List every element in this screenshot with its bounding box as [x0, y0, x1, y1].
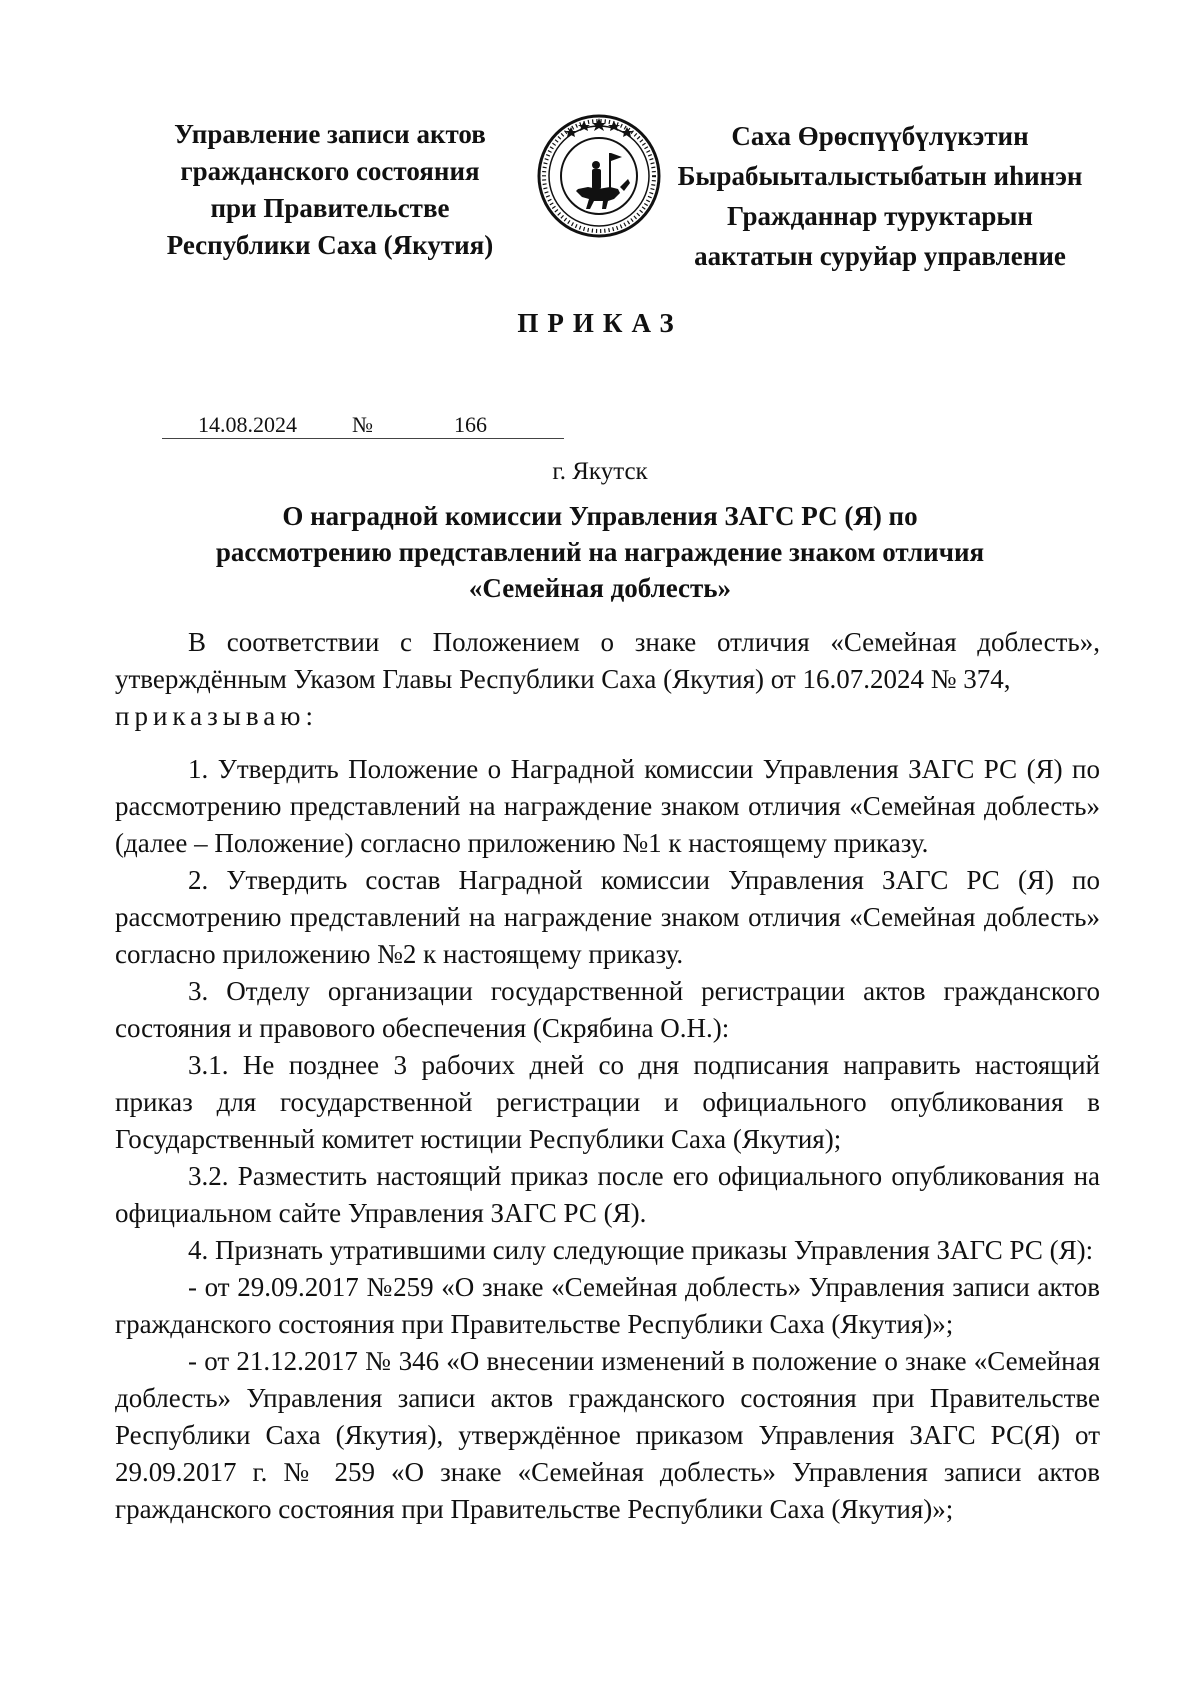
issuer-line: Гражданнар туруктарын: [727, 201, 1033, 231]
order-date: 14.08.2024: [198, 412, 297, 437]
issuer-line: Бырабыыталыстыбатын иһинэн: [677, 161, 1083, 191]
document-title: [160, 498, 1040, 606]
order-item: 3.2. Разместить настоящий приказ после его официального опубликования на официальном сайте Управления ЗАГС РС (Я).: [115, 1161, 1100, 1228]
order-item: 4. Признать утратившими силу следующие приказы Управления ЗАГС РС (Я):: [188, 1235, 1094, 1265]
order-item: 2. Утвердить состав Наградной комиссии Управления ЗАГС РС (Я) по рассмотрению представлений на награждение знаком отличия «Семейная доблесть» согласно приложению №2 к настоящему приказу.: [115, 865, 1100, 969]
order-item: - от 21.12.2017 № 346 «О внесении изменений в положение о знаке «Семейная доблесть» Управления записи актов гражданского состояния при Правительстве Республики Саха (Якутия), утверждённое приказом Управления ЗАГС РС(Я) от 29.09.2017 г. № 259 «О знаке «Семейная доблесть» Управления записи актов гражданского состояния при Правительстве Республики Саха (Якутия)»;: [115, 1346, 1100, 1524]
title-line: «Семейная доблесть»: [468, 573, 732, 603]
order-item: 3. Отделу организации государственной регистрации актов гражданского состояния и правового обеспечения (Скрябина О.Н.):: [115, 976, 1100, 1043]
order-date-number-line: [162, 412, 564, 439]
city-name: г. Якутск: [552, 458, 648, 485]
issuer-line: Республики Саха (Якутия): [166, 230, 494, 260]
title-line: рассмотрению представлений на награждение знаком отличия: [215, 537, 985, 567]
issuer-line: гражданского состояния: [180, 156, 480, 186]
yakutia-coat-of-arms-icon: [536, 113, 662, 239]
issuer-name-russian: [150, 116, 510, 264]
issuer-line: при Правительстве: [210, 193, 450, 223]
preamble-paragraph: [115, 624, 1100, 735]
issuer-name-yakut: [660, 116, 1100, 276]
issuer-line: аактатын суруйар управление: [694, 241, 1066, 271]
order-item: 1. Утвердить Положение о Наградной комиссии Управления ЗАГС РС (Я) по рассмотрению представлений на награждение знаком отличия «Семейная доблесть» (далее – Положение) согласно приложению №1 к настоящему приказу.: [115, 754, 1100, 858]
order-item: 3.1. Не позднее 3 рабочих дней со дня подписания направить настоящий приказ для государственной регистрации и официального опубликования в Государственный комитет юстиции Республики Саха (Якутия);: [115, 1050, 1100, 1154]
order-item: - от 29.09.2017 №259 «О знаке «Семейная доблесть» Управления записи актов гражданского состояния при Правительстве Республики Саха (Якутия)»;: [115, 1272, 1100, 1339]
document-body: [115, 624, 1100, 1528]
title-line: О наградной комиссии Управления ЗАГС РС (Я) по: [282, 501, 918, 531]
issuer-line: Саха Өрөспүүбүлүкэтин: [731, 121, 1029, 151]
preamble-text: В соответствии с Положением о знаке отличия «Семейная доблесть», утверждённым Указом Главы Республики Саха (Якутия) от 16.07.2024 № 374,: [115, 627, 1100, 694]
document-type-heading: ПРИКАЗ: [517, 308, 683, 338]
order-word: приказываю:: [115, 701, 318, 731]
order-number-label: №: [352, 412, 373, 437]
order-number: 166: [454, 412, 487, 437]
issuer-line: Управление записи актов: [174, 119, 486, 149]
